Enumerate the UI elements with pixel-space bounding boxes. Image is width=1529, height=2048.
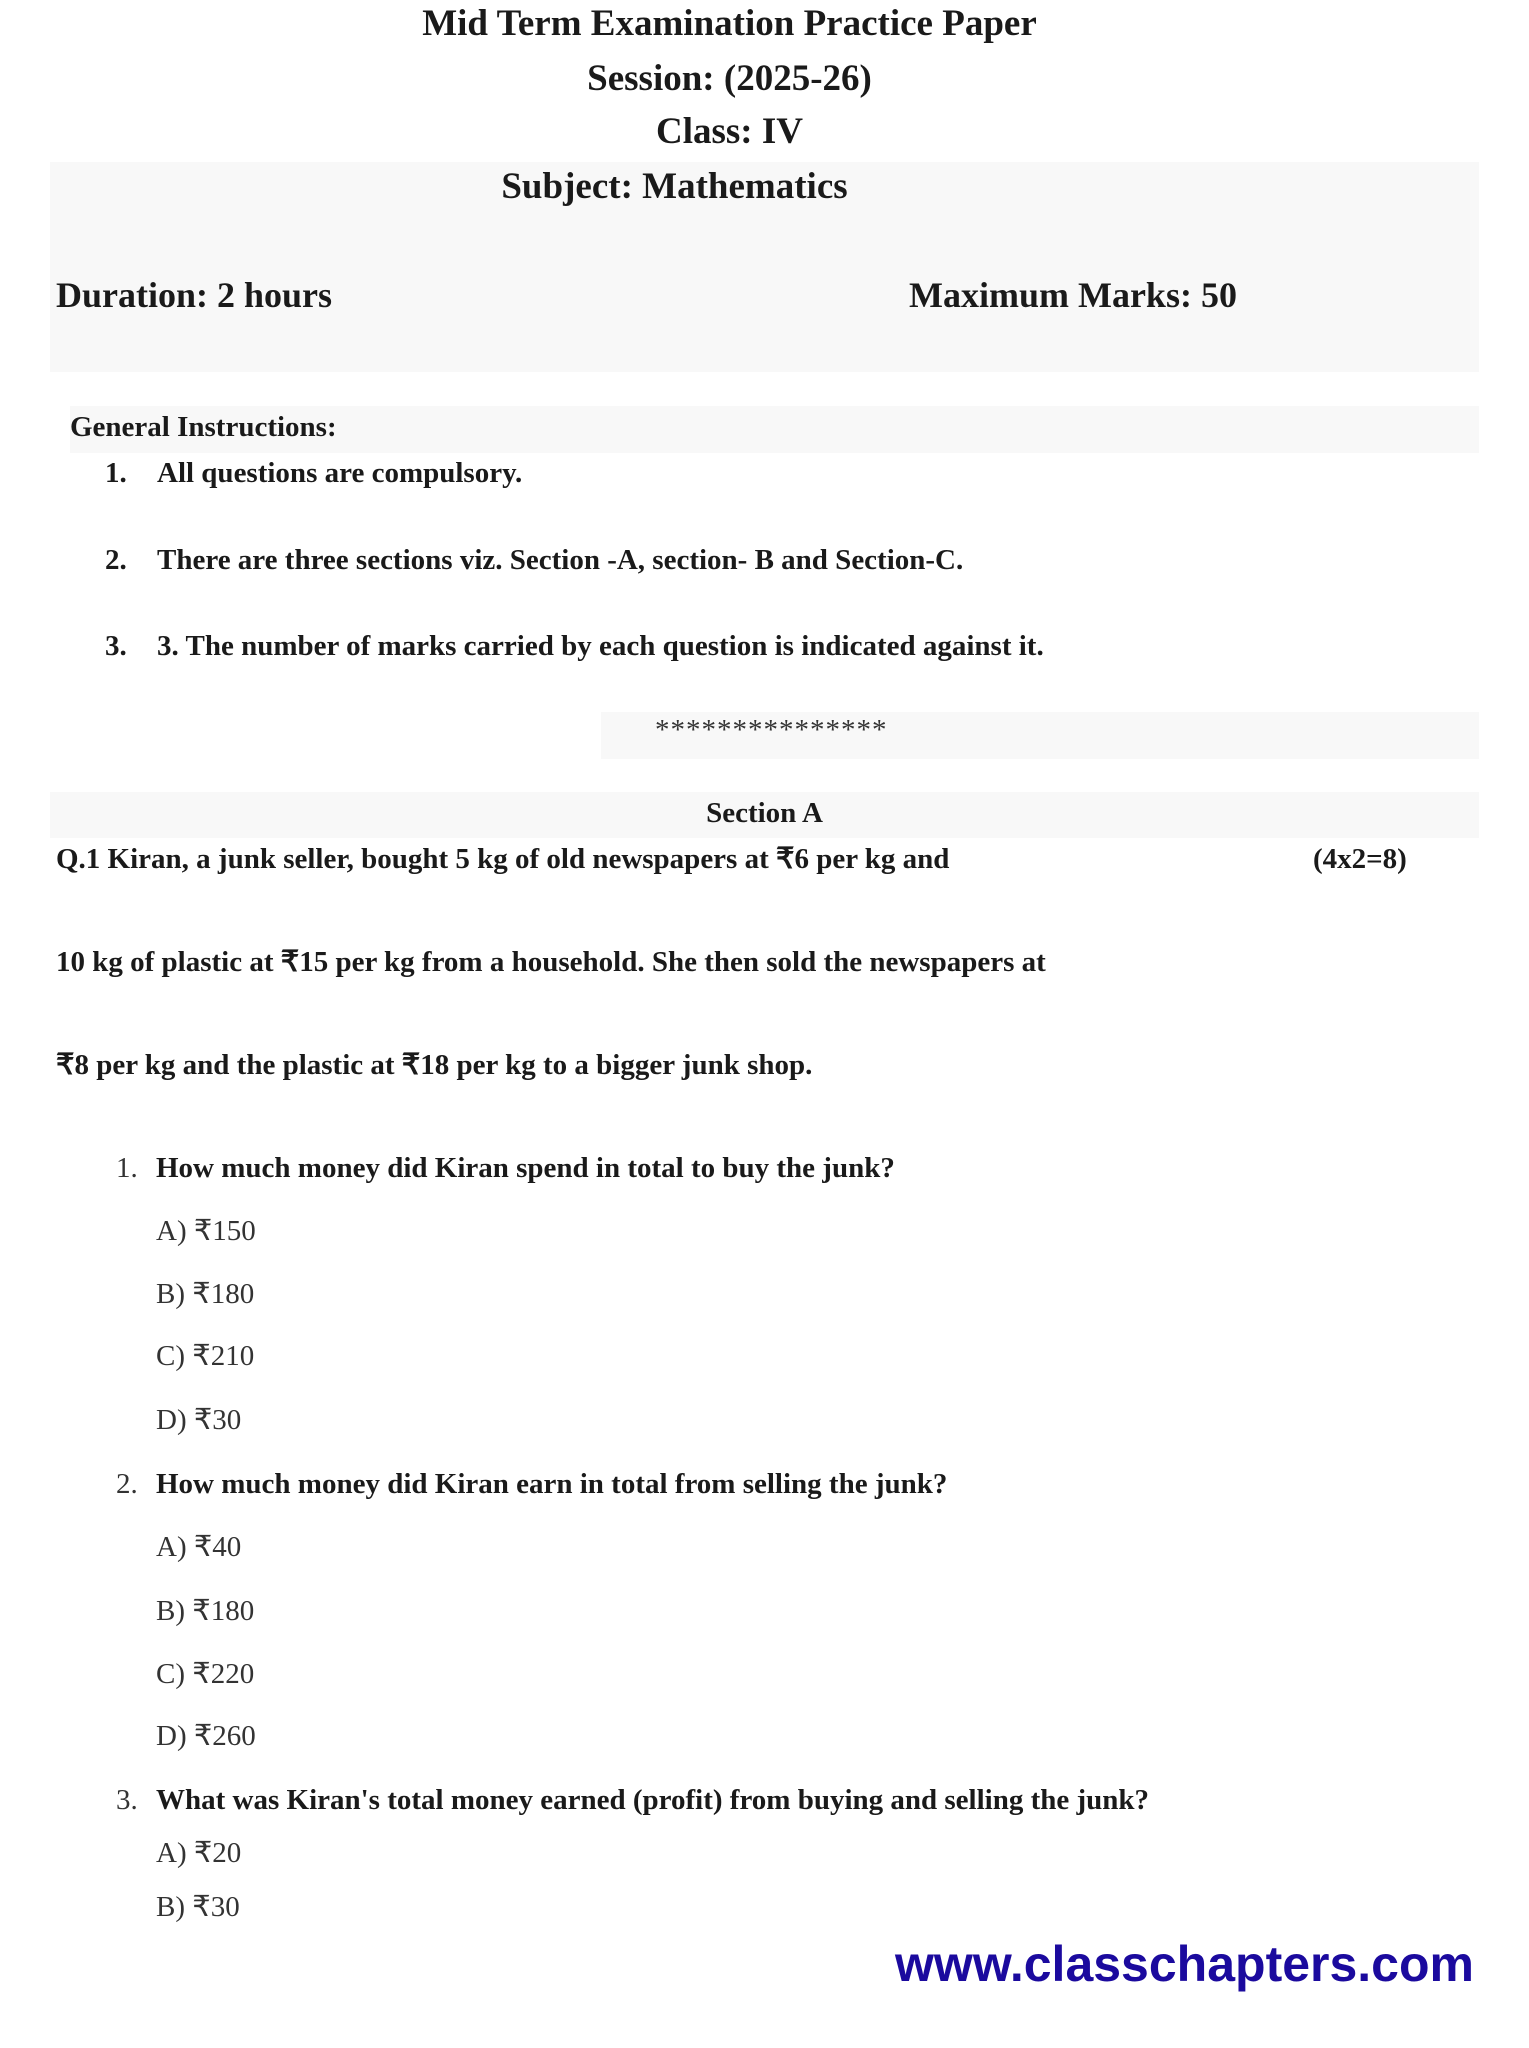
option: C) ₹210 — [156, 1340, 255, 1372]
instruction-text: There are three sections viz. Section -A, section- B and Section-C. — [157, 544, 964, 576]
question-text: Q.1 Kiran, a junk seller, bought 5 kg of old newspapers at ₹6 per kg and — [56, 843, 950, 875]
option: A) ₹40 — [156, 1531, 242, 1563]
subquestion-num: 1. — [116, 1152, 138, 1184]
section-a-heading: Section A — [706, 797, 823, 829]
subquestion-text: What was Kiran's total money earned (profit) from buying and selling the junk? — [156, 1784, 1150, 1816]
option: D) ₹260 — [156, 1720, 256, 1752]
subquestion-num: 2. — [116, 1468, 138, 1500]
instruction-num: 2. — [105, 544, 127, 576]
duration: Duration: 2 hours — [56, 275, 333, 315]
instructions-heading: General Instructions: — [70, 411, 337, 443]
max-marks: Maximum Marks: 50 — [909, 275, 1237, 315]
option: D) ₹30 — [156, 1404, 242, 1436]
option: C) ₹220 — [156, 1658, 255, 1690]
instruction-text: 3. The number of marks carried by each question is indicated against it. — [157, 630, 1044, 662]
class: Class: IV — [656, 111, 803, 152]
option: A) ₹20 — [156, 1837, 242, 1869]
instruction-num: 3. — [105, 630, 127, 662]
subquestion-text: How much money did Kiran spend in total to buy the junk? — [156, 1152, 895, 1184]
subquestion-text: How much money did Kiran earn in total from selling the junk? — [156, 1468, 948, 1500]
option: B) ₹30 — [156, 1891, 240, 1923]
separator-stars: *************** — [655, 714, 888, 746]
paper-title: Mid Term Examination Practice Paper — [422, 3, 1037, 44]
website-watermark[interactable]: www.classchapters.com — [895, 1936, 1474, 1992]
question-text: ₹8 per kg and the plastic at ₹18 per kg to a bigger junk shop. — [56, 1049, 813, 1081]
subquestion-num: 3. — [116, 1784, 138, 1816]
question-text: 10 kg of plastic at ₹15 per kg from a household. She then sold the newspapers at — [56, 946, 1046, 978]
question-marks: (4x2=8) — [1313, 843, 1407, 875]
session: Session: (2025-26) — [587, 58, 872, 99]
subject: Subject: Mathematics — [501, 166, 848, 207]
option: B) ₹180 — [156, 1595, 255, 1627]
option: A) ₹150 — [156, 1215, 256, 1247]
instruction-num: 1. — [105, 457, 127, 489]
option: B) ₹180 — [156, 1278, 255, 1310]
instruction-text: All questions are compulsory. — [157, 457, 523, 489]
